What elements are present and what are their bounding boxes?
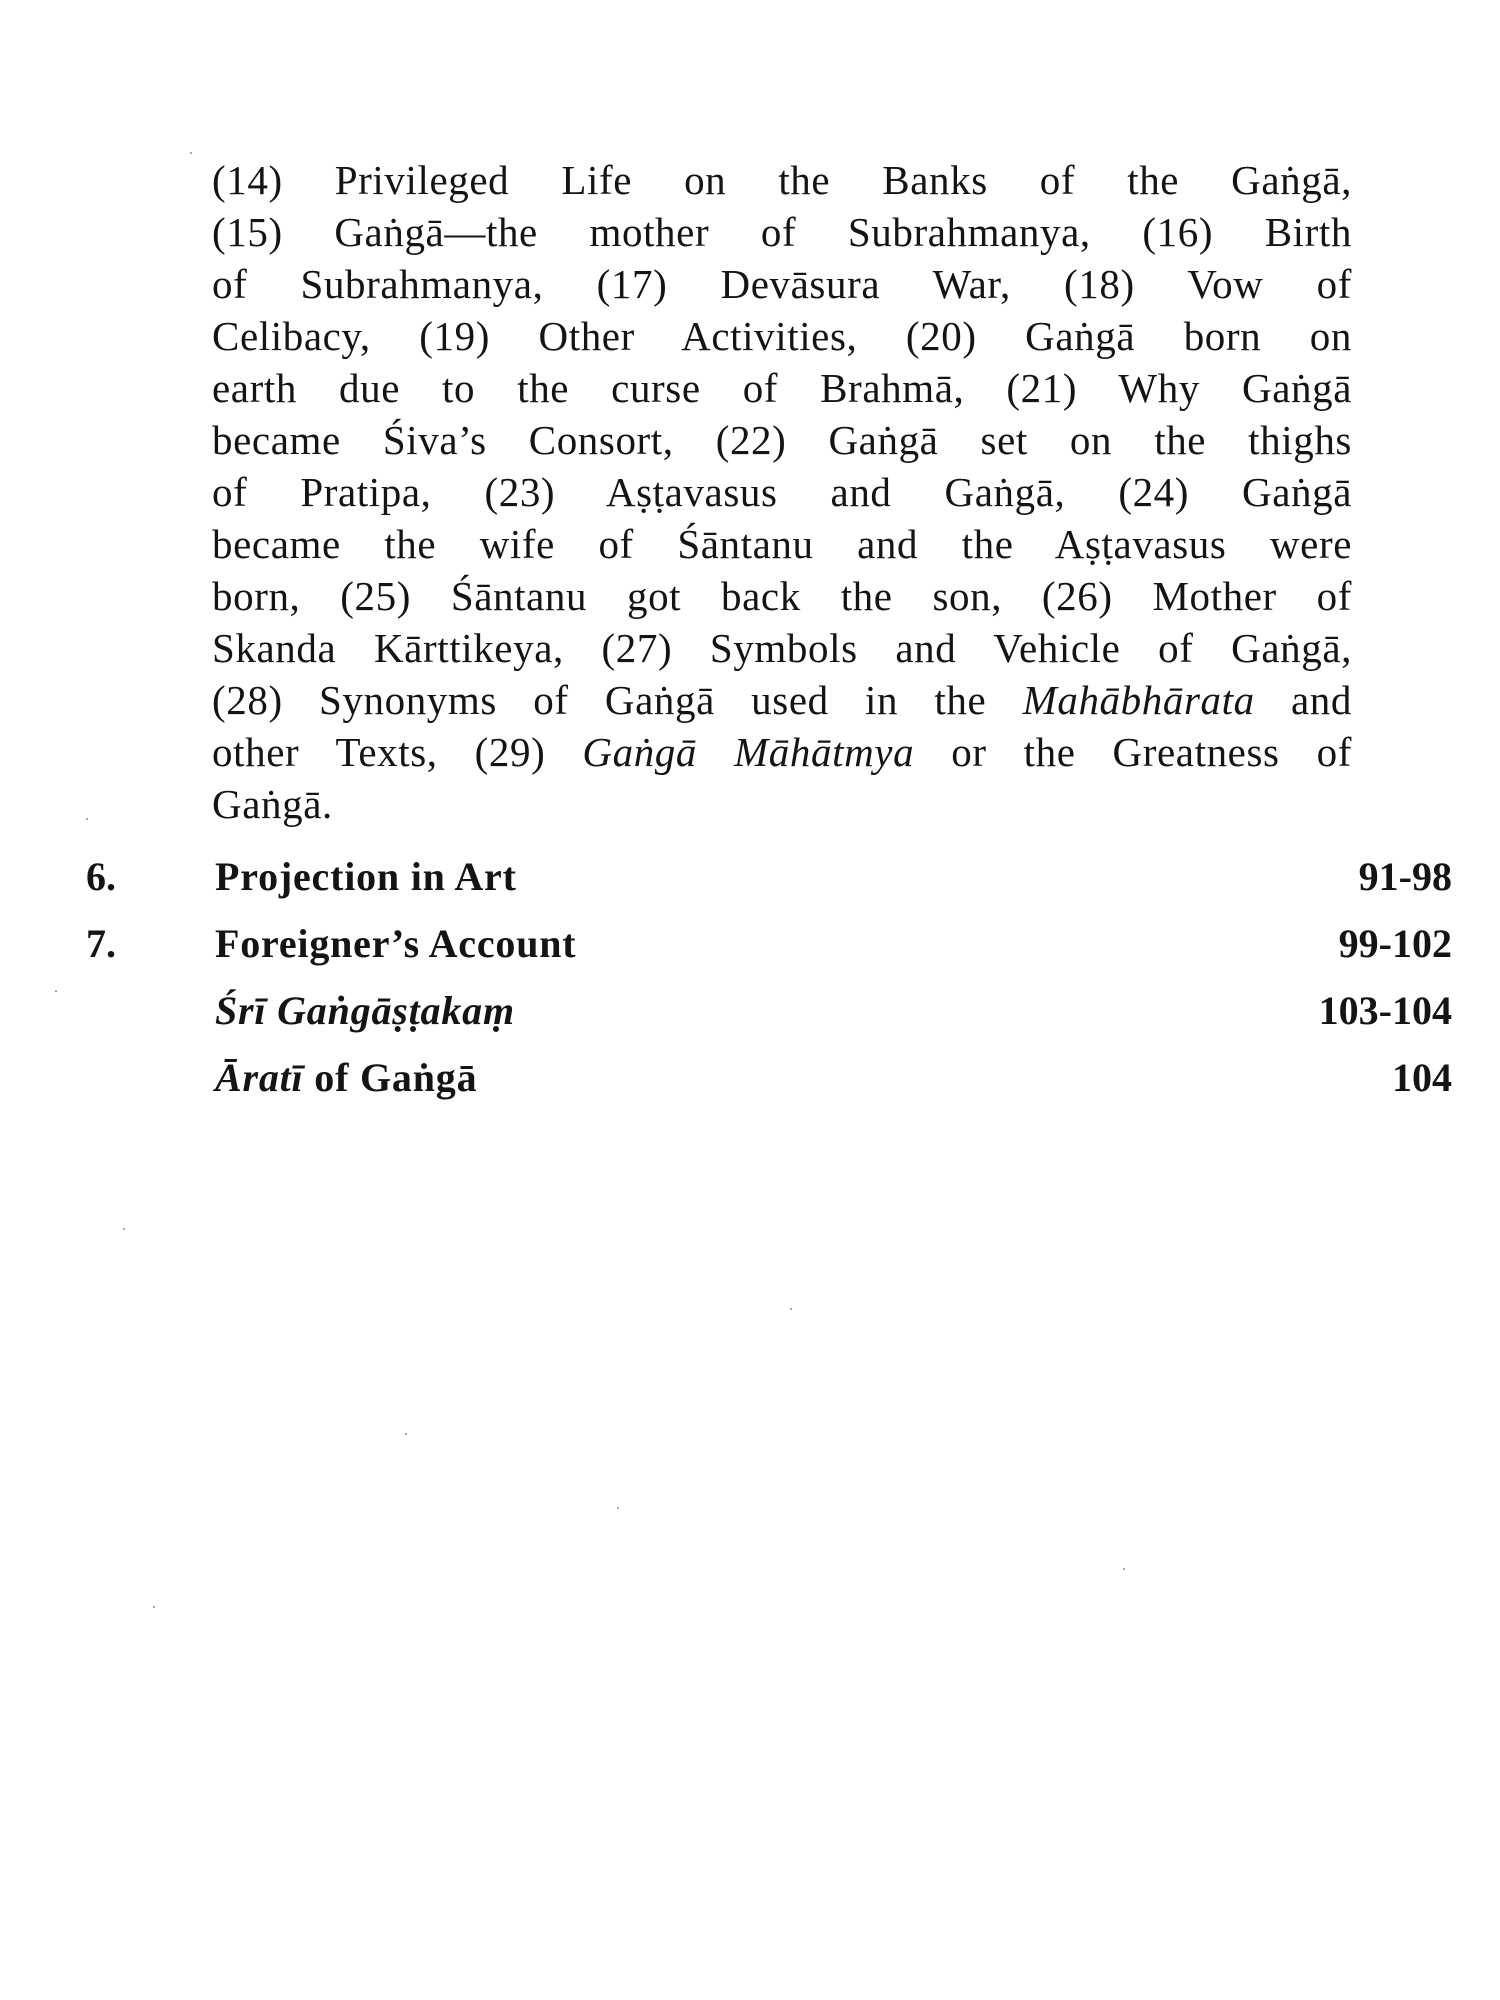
scan-speck: [790, 1308, 792, 1310]
line-text: (28) Synonyms of Gaṅgā used in the: [212, 677, 1023, 723]
toc-entry-pages: 103-104: [1318, 988, 1452, 1033]
toc-entry-title: [215, 1050, 477, 1106]
paragraph-line: (15) Gaṅgā—the mother of Subrahmanya, (16) Birth: [212, 209, 1352, 255]
scan-speck: [123, 1228, 125, 1230]
scan-speck: [86, 818, 88, 820]
title-rest: of Gaṅgā: [303, 1055, 478, 1100]
paragraph-line: became Śiva’s Consort, (22) Gaṅgā set on the thighs: [212, 417, 1352, 463]
line-text: other Texts, (29): [212, 729, 583, 775]
toc-entry-title: Foreigner’s Account: [215, 921, 577, 966]
paragraph-line: of Pratipa, (23) Aṣṭavasus and Gaṅgā, (24) Gaṅgā: [212, 469, 1352, 515]
paragraph-line: Celibacy, (19) Other Activities, (20) Gaṅgā born on: [212, 313, 1352, 359]
toc-entry-title: Projection in Art: [215, 854, 517, 899]
line-text: and: [1254, 677, 1352, 723]
italic-title-arati: Āratī: [215, 1055, 304, 1100]
toc-entry: [0, 849, 1500, 905]
contents-description-paragraph: [212, 154, 1352, 830]
scan-speck: [153, 1606, 155, 1608]
toc-entry: [0, 1050, 1500, 1106]
scan-speck: [1123, 1568, 1125, 1570]
paragraph-line: born, (25) Śāntanu got back the son, (26) Mother of: [212, 573, 1352, 619]
paragraph-line: earth due to the curse of Brahmā, (21) Why Gaṅgā: [212, 365, 1352, 411]
toc-entry-pages: 99-102: [1338, 921, 1452, 966]
scan-speck: [617, 1507, 619, 1509]
paragraph-line: Skanda Kārttikeya, (27) Symbols and Vehicle of Gaṅgā,: [212, 625, 1352, 671]
paragraph-line: became the wife of Śāntanu and the Aṣṭavasus were: [212, 521, 1352, 567]
paragraph-line: [212, 726, 1352, 778]
toc-entry-title: [215, 983, 515, 1039]
italic-title-mahabharata: Mahābhārata: [1022, 677, 1255, 723]
italic-title-sri-gangastakam: Śrī Gaṅgāṣṭakaṃ: [215, 988, 515, 1033]
toc-entry-pages: 104: [1392, 1055, 1452, 1100]
toc-entry: [0, 983, 1500, 1039]
scan-speck: [405, 1433, 407, 1435]
italic-title-ganga-mahatmya: Gaṅgā Māhātmya: [582, 729, 915, 775]
paragraph-line: Gaṅgā.: [212, 781, 333, 827]
paragraph-line: of Subrahmanya, (17) Devāsura War, (18) Vow of: [212, 261, 1352, 307]
toc-entry-number: 6.: [86, 854, 116, 899]
paragraph-line: (14) Privileged Life on the Banks of the Gaṅgā,: [212, 157, 1352, 203]
scan-speck: [190, 152, 192, 154]
paragraph-line: [212, 674, 1352, 726]
toc-entry: [0, 916, 1500, 972]
line-text: or the Greatness of: [914, 729, 1352, 775]
toc-entry-pages: 91-98: [1358, 854, 1452, 899]
scan-speck: [55, 990, 57, 992]
toc-entry-number: 7.: [86, 921, 116, 966]
